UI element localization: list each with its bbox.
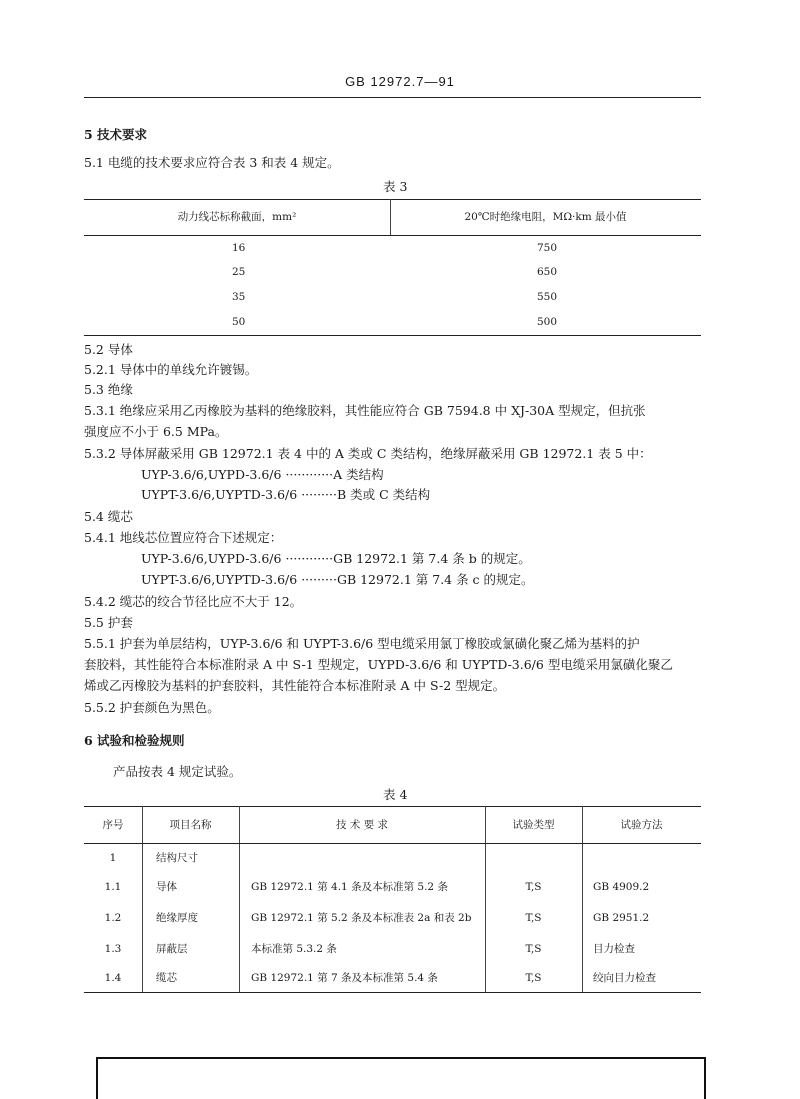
table4-header-test-method: 试验方法	[620, 819, 663, 831]
table4-header-rule	[84, 843, 701, 844]
table4-col-divider	[485, 806, 486, 992]
table3-cell: 50	[232, 316, 246, 328]
clause-5-4-2: 5.4.2 缆芯的绞合节径比应不大于 12。	[84, 594, 303, 609]
table3-cell: 650	[537, 266, 558, 278]
header-rule	[84, 97, 701, 98]
table4-cell-item: 缆芯	[156, 972, 177, 984]
table4-cell-no: 1.4	[104, 972, 122, 984]
table4-cell-test-type: T,S	[525, 943, 542, 955]
table4-cell-test-type: T,S	[525, 972, 542, 984]
table3-cell: 35	[232, 291, 246, 303]
table3-cell: 25	[232, 266, 246, 278]
table4-header-no: 序号	[102, 819, 124, 831]
clause-5-5-1-line1: 5.5.1 护套为单层结构，UYP-3.6/6 和 UYPT-3.6/6 型电缆采用氯丁橡胶或氯磺化聚乙烯为基料的护	[84, 636, 640, 651]
clause-5-5-1-line2: 套胶料，其性能符合本标准附录 A 中 S-1 型规定，UYPD-3.6/6 和 UYPTD-3.6/6 型电缆采用氯磺化聚乙	[84, 657, 673, 672]
page-header-standard-code: GB 12972.7—91	[345, 74, 455, 89]
table4-cell-no: 1	[109, 852, 117, 864]
table3-cell: 750	[537, 242, 558, 254]
clause-5-5: 5.5 护套	[84, 615, 133, 630]
clause-5-5-1-line3: 烯或乙丙橡胶为基料的护套胶料，其性能符合本标准附录 A 中 S-2 型规定。	[84, 678, 506, 693]
table4-cell-item: 导体	[156, 881, 177, 893]
clause-5-3: 5.3 绝缘	[84, 382, 133, 397]
table4-cell-test-method: 绞向目力检查	[593, 972, 656, 984]
table4-cell-test-method: GB 2951.2	[593, 912, 650, 924]
table4-caption: 表 4	[383, 787, 408, 802]
table4-cell-item: 屏蔽层	[156, 943, 188, 955]
table4-cell-requirement: GB 12972.1 第 7 条及本标准第 5.4 条	[251, 972, 438, 984]
table4-col-divider	[582, 806, 583, 992]
table4-cell-requirement: GB 12972.1 第 5.2 条及本标准表 2a 和表 2b	[251, 912, 472, 924]
table4-bottom-rule	[84, 992, 701, 993]
table3-cell: 500	[537, 316, 558, 328]
table4-cell-requirement: GB 12972.1 第 4.1 条及本标准第 5.2 条	[251, 881, 448, 893]
table4-cell-item: 绝缘厚度	[156, 912, 198, 924]
section-6-heading: 6 试验和检验规则	[84, 733, 185, 748]
table3-header-insulation-resistance: 20℃时绝缘电阻，MΩ·km 最小值	[464, 211, 627, 223]
clause-5-5-2: 5.5.2 护套颜色为黑色。	[84, 700, 220, 715]
table3-cell: 16	[232, 242, 246, 254]
table4-cell-test-type: T,S	[525, 912, 542, 924]
clause-5-2: 5.2 导体	[84, 342, 133, 357]
table4-cell-no: 1.3	[104, 943, 122, 955]
clause-5-4: 5.4 缆芯	[84, 509, 133, 524]
table4-col-divider	[239, 806, 240, 992]
table4-cell-no: 1.2	[104, 912, 122, 924]
table3-header-rule	[84, 235, 701, 236]
table4-cell-test-method: 目力检查	[593, 943, 635, 955]
clause-5-1: 5.1 电缆的技术要求应符合表 3 和表 4 规定。	[84, 155, 340, 170]
table4-header-test-type: 试验类型	[512, 819, 555, 831]
table4-cell-requirement: 本标准第 5.3.2 条	[251, 943, 337, 955]
table3-top-rule	[84, 199, 701, 200]
table3-caption: 表 3	[383, 179, 408, 194]
clause-5-3-2-item2: UYPT-3.6/6,UYPTD-3.6/6 ·········B 类或 C 类结构	[141, 487, 431, 502]
table4-cell-test-method: GB 4909.2	[593, 881, 650, 893]
table4-cell-test-type: T,S	[525, 881, 542, 893]
clause-5-3-2-item1: UYP-3.6/6,UYPD-3.6/6 ············A 类结构	[141, 467, 384, 482]
table4-header-requirement: 技 术 要 求	[335, 819, 388, 831]
table3-header-cross-section: 动力线芯标称截面，mm²	[177, 211, 297, 223]
section-6-intro: 产品按表 4 规定试验。	[113, 764, 242, 779]
table4-top-rule	[84, 806, 701, 807]
clause-5-3-2: 5.3.2 导体屏蔽采用 GB 12972.1 表 4 中的 A 类或 C 类结构，绝缘屏蔽采用 GB 12972.1 表 5 中：	[84, 446, 652, 461]
table4-cell-no: 1.1	[104, 881, 122, 893]
clause-5-3-1-line1: 5.3.1 绝缘应采用乙丙橡胶为基料的绝缘胶料，其性能应符合 GB 7594.8 中 XJ-30A 型规定，但抗张	[84, 403, 646, 418]
table4-header-item: 项目名称	[169, 819, 212, 831]
clause-5-4-1-item1: UYP-3.6/6,UYPD-3.6/6 ············GB 12972.1 第 7.4 条 b 的规定。	[141, 551, 531, 566]
section-5-heading: 5 技术要求	[84, 127, 148, 142]
table3-cell: 550	[537, 291, 558, 303]
bottom-frame	[96, 1057, 706, 1099]
table4-col-divider	[142, 806, 143, 992]
clause-5-4-1-item2: UYPT-3.6/6,UYPTD-3.6/6 ·········GB 12972.1 第 7.4 条 c 的规定。	[141, 572, 534, 587]
clause-5-3-1-line2: 强度应不小于 6.5 MPa。	[84, 424, 228, 439]
clause-5-2-1: 5.2.1 导体中的单线允许镀锡。	[84, 362, 258, 377]
table4-cell-item: 结构尺寸	[156, 852, 198, 864]
clause-5-4-1: 5.4.1 地线芯位置应符合下述规定：	[84, 530, 283, 545]
table3-bottom-rule	[84, 335, 701, 336]
